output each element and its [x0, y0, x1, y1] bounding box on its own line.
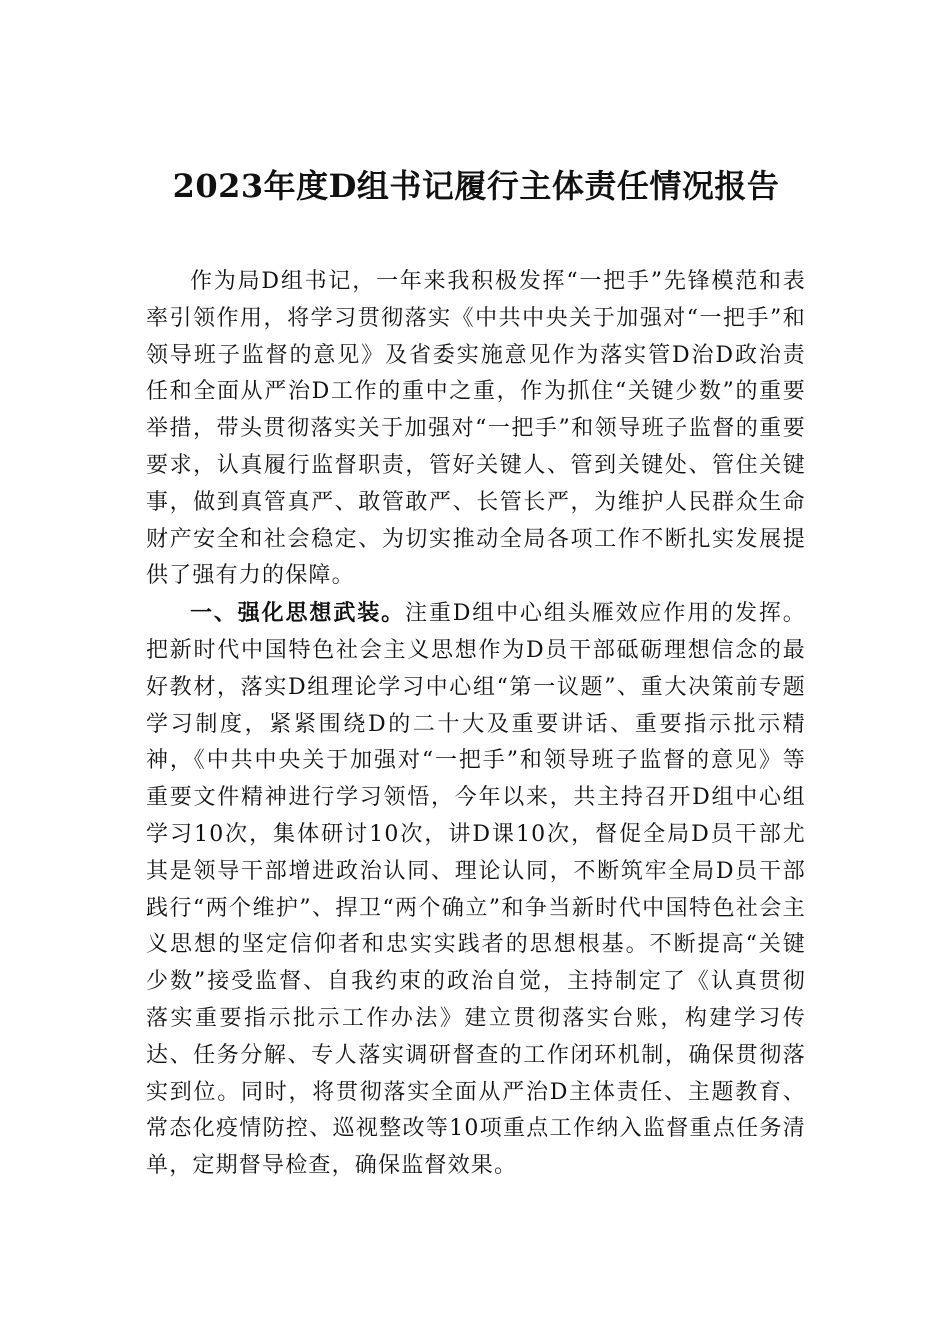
section-1-text: 注重D组中心组头雁效应作用的发挥。把新时代中国特色社会主义思想作为D员干部砥砺理想信念的最好教材，落实D组理论学习中心组“第一议题”、重大决策前专题学习制度，紧紧围绕D的二十大及重要讲话、重要指示批示精神，《中共中央关于加强对“一把手”和领导班子监督的意见》等重要文件精神进行学习领悟，今年以来，共主持召开D组中心组学习10次，集体研讨10次，讲D课10次，督促全局D员干部尤其是领导干部增进政治认同、理论认同，不断筑牢全局D员干部践行“两个维护”、捍卫“两个确立”和争当新时代中国特色社会主义思想的坚定信仰者和忠实实践者的思想根基。不断提高“关键少数”接受监督、自我约束的政治自觉，主持制定了《认真贯彻落实重要指示批示工作办法》建立贯彻落实台账，构建学习传达、任务分解、专人落实调研督查的工作闭环机制，确保贯彻落实到位。同时，将贯彻落实全面从严治D主体责任、主题教育、常态化疫情防控、巡视整改等10项重点工作纳入监督重点任务清单，定期督导检查，确保监督效果。: [146, 601, 806, 1179]
paragraph-section-1: [146, 595, 806, 1185]
document-body: [146, 160, 806, 1185]
document-title: 2023年度D组书记履行主体责任情况报告: [172, 167, 780, 205]
section-1-heading: 一、强化思想武装。: [190, 600, 405, 627]
paragraph-intro-text: 作为局D组书记，一年来我积极发挥“一把手”先锋模范和表率引领作用，将学习贯彻落实《中共中央关于加强对“一把手”和领导班子监督的意见》及省委实施意见作为落实管D治D政治责任和全面从严治D工作的重中之重，作为抓住“关键少数”的重要举措，带头贯彻落实关于加强对“一把手”和领导班子监督的重要要求，认真履行监督职责，管好关键人、管到关键处、管住关键事，做到真管真严、敢管敢严、长管长严，为维护人民群众生命财产安全和社会稳定、为切实推动全局各项工作不断扎实发展提供了强有力的保障。: [146, 269, 806, 589]
paragraph-intro: [146, 264, 806, 595]
